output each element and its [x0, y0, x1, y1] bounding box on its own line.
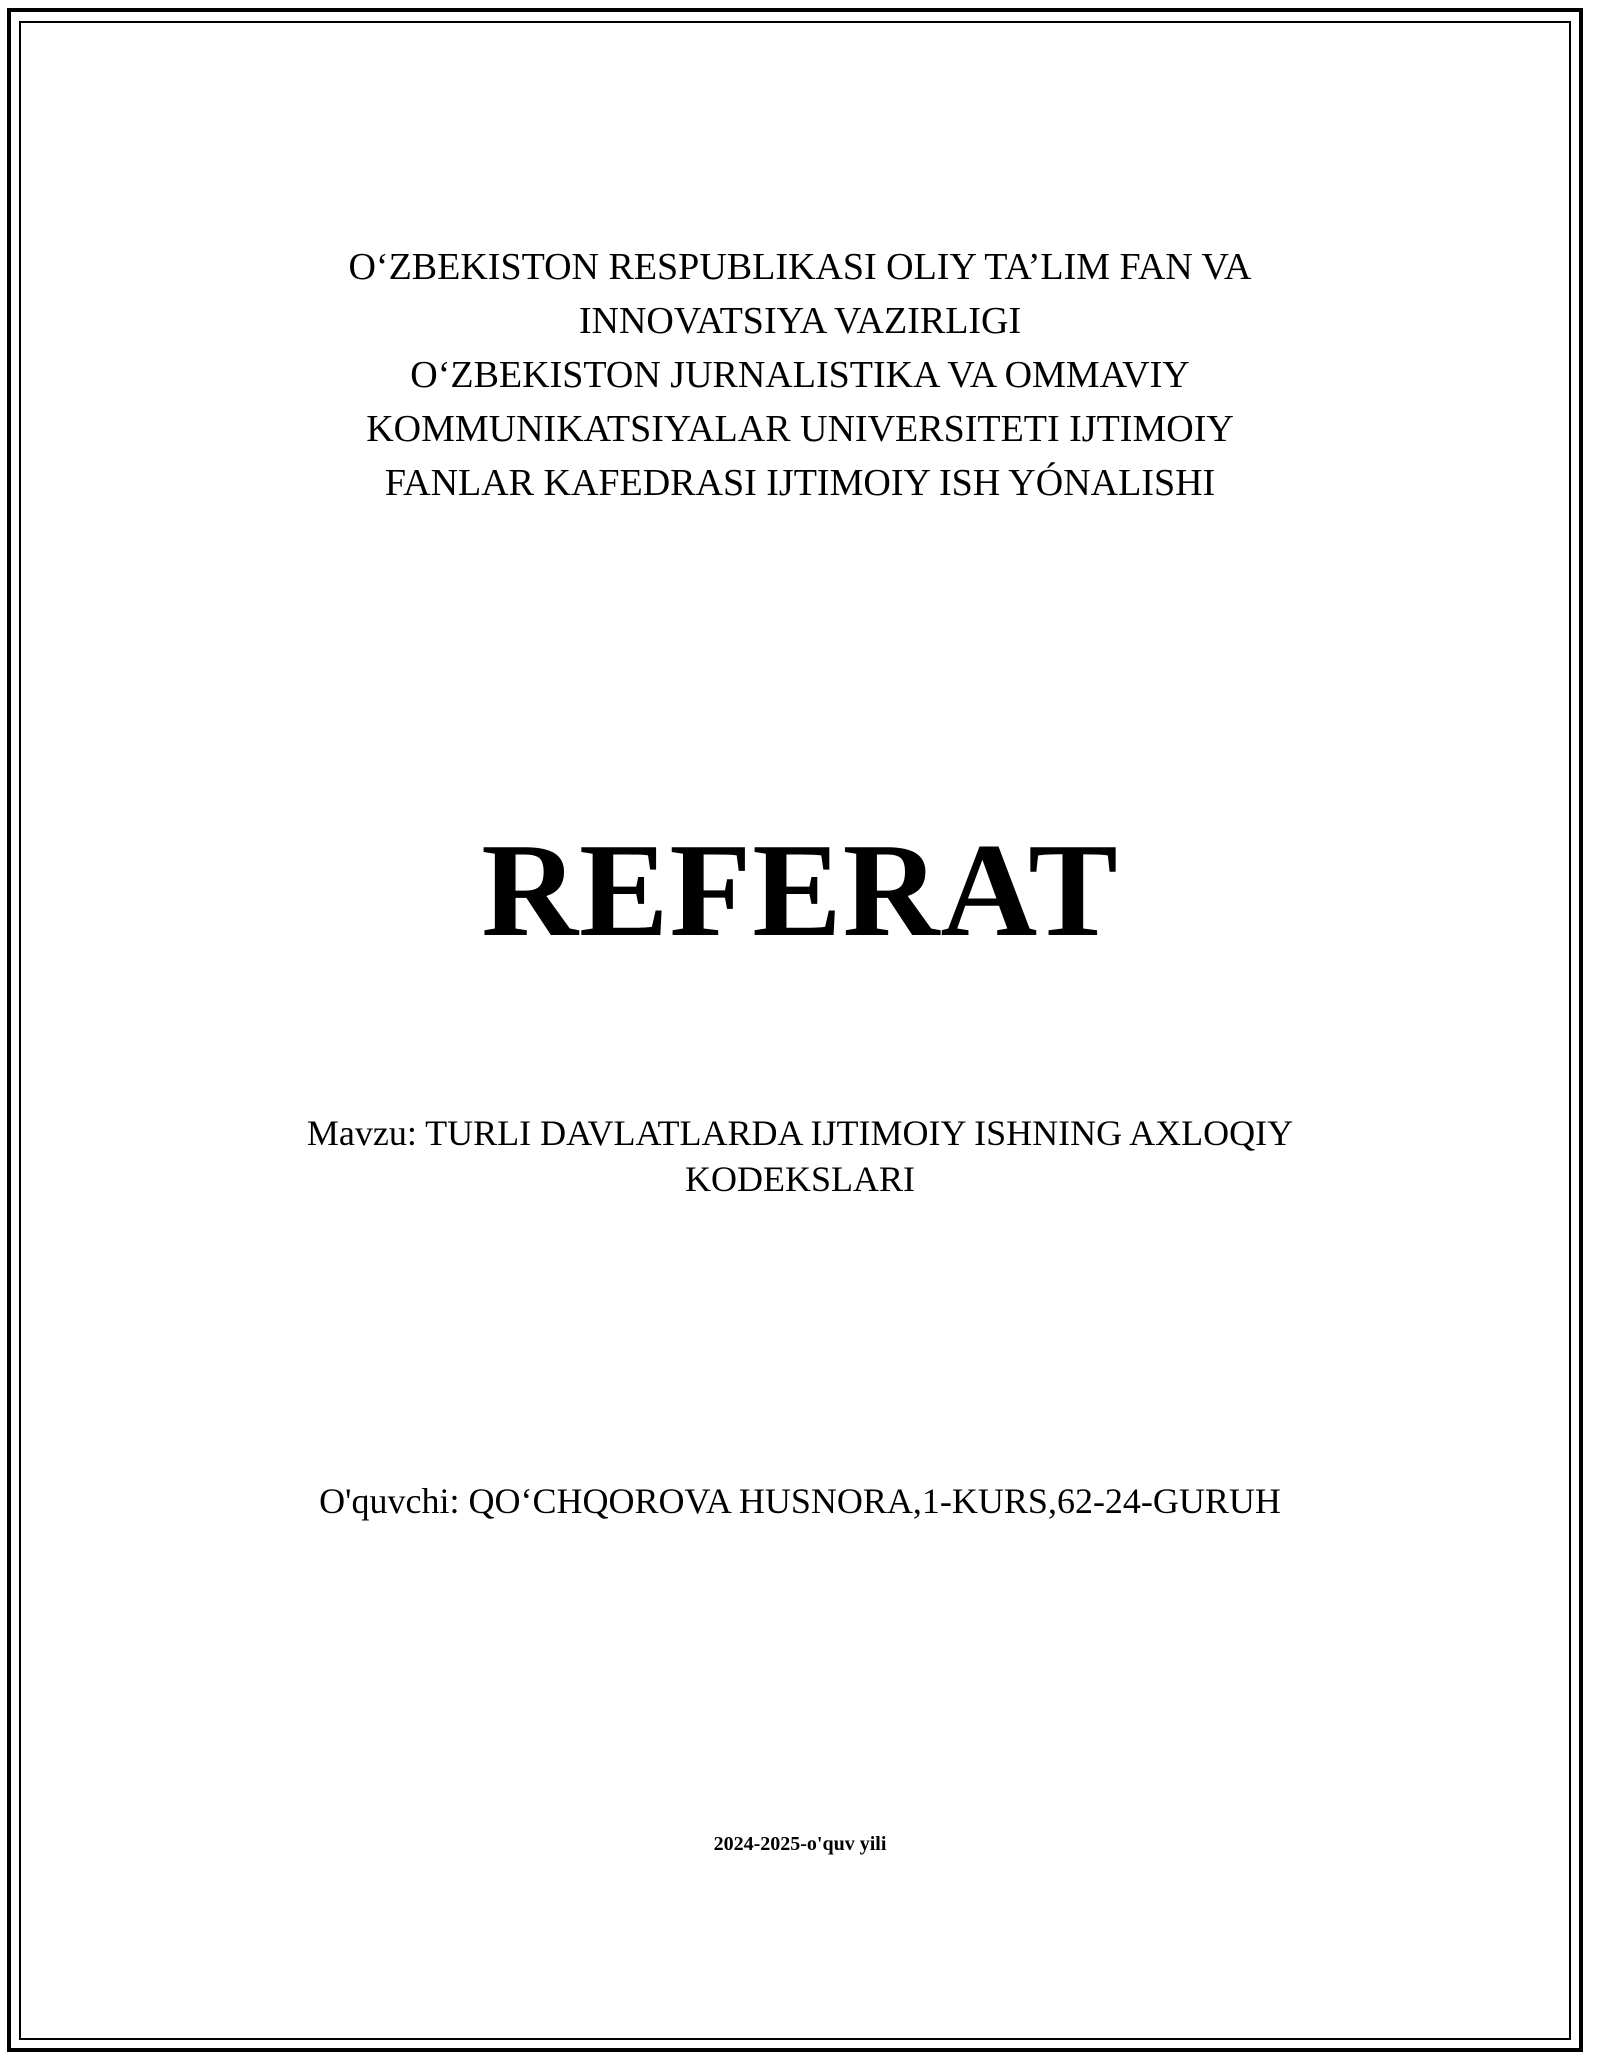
institution-header: [200, 240, 1400, 510]
topic-block: [200, 1110, 1400, 1202]
header-line-ministry-2: INNOVATSIYA VAZIRLIGI: [578, 300, 1022, 342]
header-line-university-2: KOMMUNIKATSIYALAR UNIVERSITETI IJTIMOIY: [366, 408, 1234, 450]
header-line-department: FANLAR KAFEDRASI IJTIMOIY ISH YÓNALISHI: [384, 462, 1216, 504]
header-line-university-1: O‘ZBEKISTON JURNALISTIKA VA OMMAVIY: [410, 354, 1190, 396]
academic-year: 2024-2025-o'quv yili: [713, 1833, 887, 1855]
topic-line-2: KODEKSLARI: [685, 1159, 915, 1199]
document-type-title: REFERAT: [481, 816, 1119, 964]
topic-line-1: Mavzu: TURLI DAVLATLARDA IJTIMOIY ISHNING AXLOQIY: [306, 1113, 1294, 1153]
student-info: O'quvchi: QO‘CHQOROVA HUSNORA,1-KURS,62-24-GURUH: [319, 1481, 1281, 1521]
header-line-ministry-1: O‘ZBEKISTON RESPUBLIKASI OLIY TA’LIM FAN VA: [348, 246, 1252, 288]
